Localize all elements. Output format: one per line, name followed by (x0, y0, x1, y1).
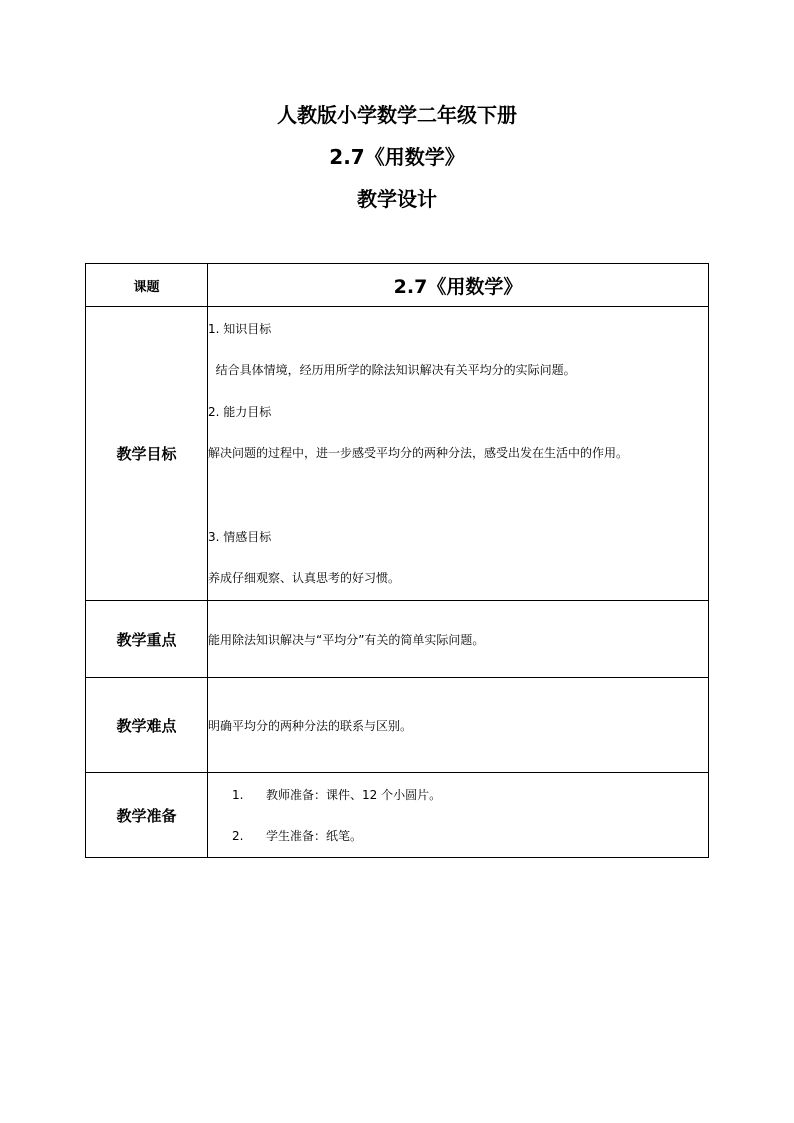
objective-heading-2: 2. 能力目标 (208, 405, 272, 419)
preparation-item-1-text: 教师准备：课件、12 个小圆片。 (266, 787, 442, 802)
preparation-item-2 (208, 827, 708, 845)
objectives-cell (208, 307, 709, 601)
preparation-item-2-number: 2. (232, 828, 244, 843)
objectives-row (86, 307, 709, 601)
preparation-item-1-number: 1. (232, 787, 244, 802)
objective-heading-3: 3. 情感目标 (208, 530, 272, 544)
objectives-label: 教学目标 (86, 307, 208, 601)
objective-heading-1: 1. 知识目标 (208, 322, 272, 336)
document-title-line-1: 人教版小学数学二年级下册 (277, 103, 517, 127)
preparation-label: 教学准备 (86, 773, 208, 858)
objective-text-2: 解决问题的过程中，进一步感受平均分的两种分法，感受出发在生活中的作用。 (208, 446, 629, 460)
difficulties-row (86, 678, 709, 773)
subject-cell (208, 264, 709, 307)
preparation-item-2-text: 学生准备：纸笔。 (266, 828, 363, 843)
subject-value: 2.7《用数学》 (393, 275, 523, 298)
objective-text-3: 养成仔细观察、认真思考的好习惯。 (208, 571, 401, 585)
document-title-line-2: 2.7《用数学》 (329, 145, 465, 169)
preparation-item-1 (208, 786, 708, 804)
document-title-block (0, 102, 794, 228)
difficulties-text: 明确平均分的两种分法的联系与区别。 (208, 678, 709, 773)
key-points-row (86, 601, 709, 678)
key-points-text: 能用除法知识解决与“平均分”有关的简单实际问题。 (208, 601, 709, 678)
subject-label: 课题 (86, 264, 208, 307)
preparation-cell (208, 773, 709, 858)
lesson-plan-table (85, 263, 709, 858)
objective-text-1: 结合具体情境，经历用所学的除法知识解决有关平均分的实际问题。 (208, 363, 576, 377)
document-title-line-3: 教学设计 (357, 187, 437, 211)
difficulties-label: 教学难点 (86, 678, 208, 773)
subject-row (86, 264, 709, 307)
key-points-label: 教学重点 (86, 601, 208, 678)
preparation-row (86, 773, 709, 858)
